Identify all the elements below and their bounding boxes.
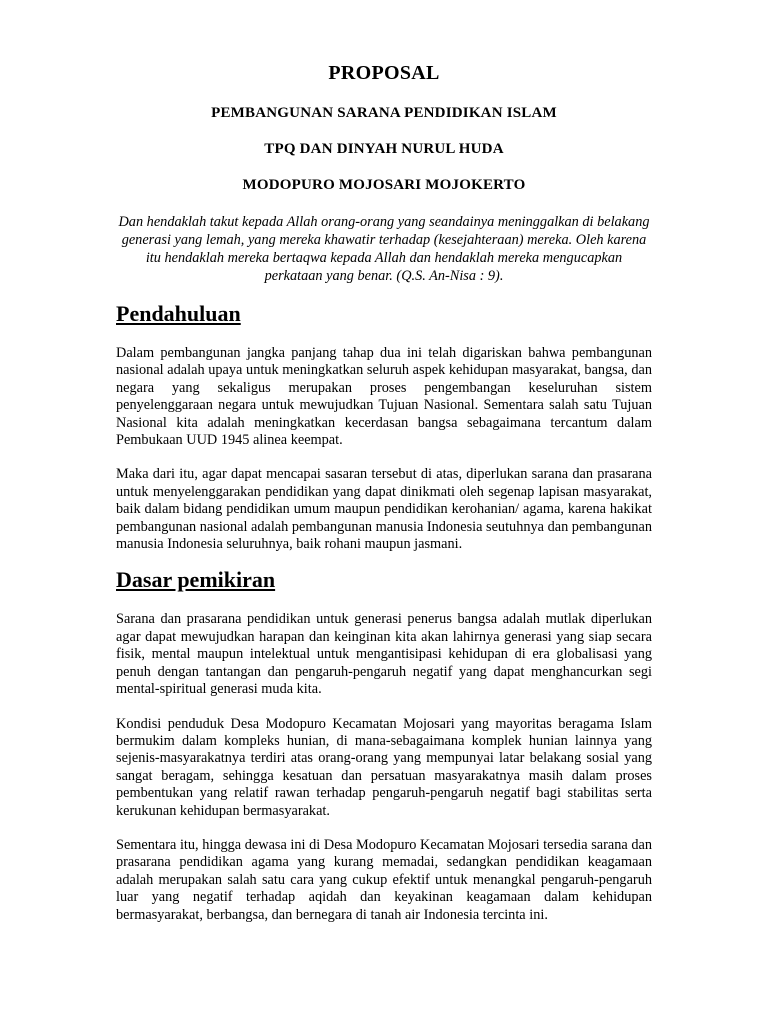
section-heading: Dasar pemikiran [116, 567, 276, 593]
section-pendahuluan [116, 301, 652, 553]
document-title: PROPOSAL [328, 62, 440, 84]
document-subtitle-3: MODOPURO MOJOSARI MOJOKERTO [242, 177, 526, 193]
paragraph: Maka dari itu, agar dapat mencapai sasaran tersebut di atas, diperlukan sarana dan prasarana untuk menyelenggarakan pendidikan yang dapat dinikmati oleh segenap lapisan masyarakat, baik dalam bidang pendidikan umum maupun pendidikan kerohanian/ agama, karena hakikat pembangunan nasional adalah pembangunan manusia Indonesia seutuhnya dan pembangunan manusia Indonesia seluruhnya, baik rohani maupun jasmani. [116, 466, 652, 553]
paragraph: Dalam pembangunan jangka panjang tahap dua ini telah digariskan bahwa pembangunan nasional adalah upaya untuk meningkatkan seluruh aspek kehidupan masyarakat, bangsa, dan negara yang sekaligus merupakan proses pengembangan keseluruhan sistem penyelenggaraan negara untuk mewujudkan Tujuan Nasional. Sementara salah satu Tujuan Nasional kita adalah meningkatkan kecerdasan bangsa sebagaimana tercantum dalam Pembukaan UUD 1945 alinea keempat. [116, 345, 652, 449]
paragraph: Sarana dan prasarana pendidikan untuk generasi penerus bangsa adalah mutlak diperlukan agar dapat mewujudkan harapan dan keinginan kita akan lahirnya generasi yang siap secara fisik, mental maupun intelektual untuk mengantisipasi kehidupan di era globalisasi yang penuh dengan tantangan dan pengaruh-pengaruh negatif yang dapat menghancurkan segi mental-spiritual generasi muda kita. [116, 611, 652, 698]
paragraph: Sementara itu, hingga dewasa ini di Desa Modopuro Kecamatan Mojosari tersedia sarana dan prasarana pendidikan agama yang kurang memadai, sedangkan pendidikan keagamaan adalah merupakan salah satu cara yang cukup efektif untuk menangkal pengaruh-pengaruh luar yang negatif terhadap aqidah dan keyakinan keagamaan dalam kehidupan bermasyarakat, berbangsa, dan bernegara di tanah air Indonesia tercinta ini. [116, 836, 652, 923]
document-subtitle-2: TPQ DAN DINYAH NURUL HUDA [264, 141, 504, 157]
quran-quote: Dan hendaklah takut kepada Allah orang-orang yang seandainya meninggalkan di belakang generasi yang lemah, yang mereka khawatir terhadap (kesejahteraan) mereka. Oleh karena itu hendaklah mereka bertaqwa kepada Allah dan hendaklah mereka mengucapkan perkataan yang benar. (Q.S. An-Nisa : 9). [118, 214, 650, 284]
section-heading: Pendahuluan [116, 301, 241, 326]
section-dasar-pemikiran [116, 567, 652, 924]
document-subtitle-1: PEMBANGUNAN SARANA PENDIDIKAN ISLAM [211, 105, 557, 121]
paragraph: Kondisi penduduk Desa Modopuro Kecamatan Mojosari yang mayoritas beragama Islam bermukim dalam kompleks hunian, di mana-sebagaimana komplek hunian lainnya yang sejenis-masyarakatnya terdiri atas orang-orang yang mempunyai latar belakang sosial yang sangat beragam, sehingga kesatuan dan persatuan masyarakatnya masih dalam proses pembentukan yang relatif rawan terhadap pengaruh-pengaruh negatif bagi stabilitas serta kerukunan kehidupan bermasyarakat. [116, 715, 652, 819]
